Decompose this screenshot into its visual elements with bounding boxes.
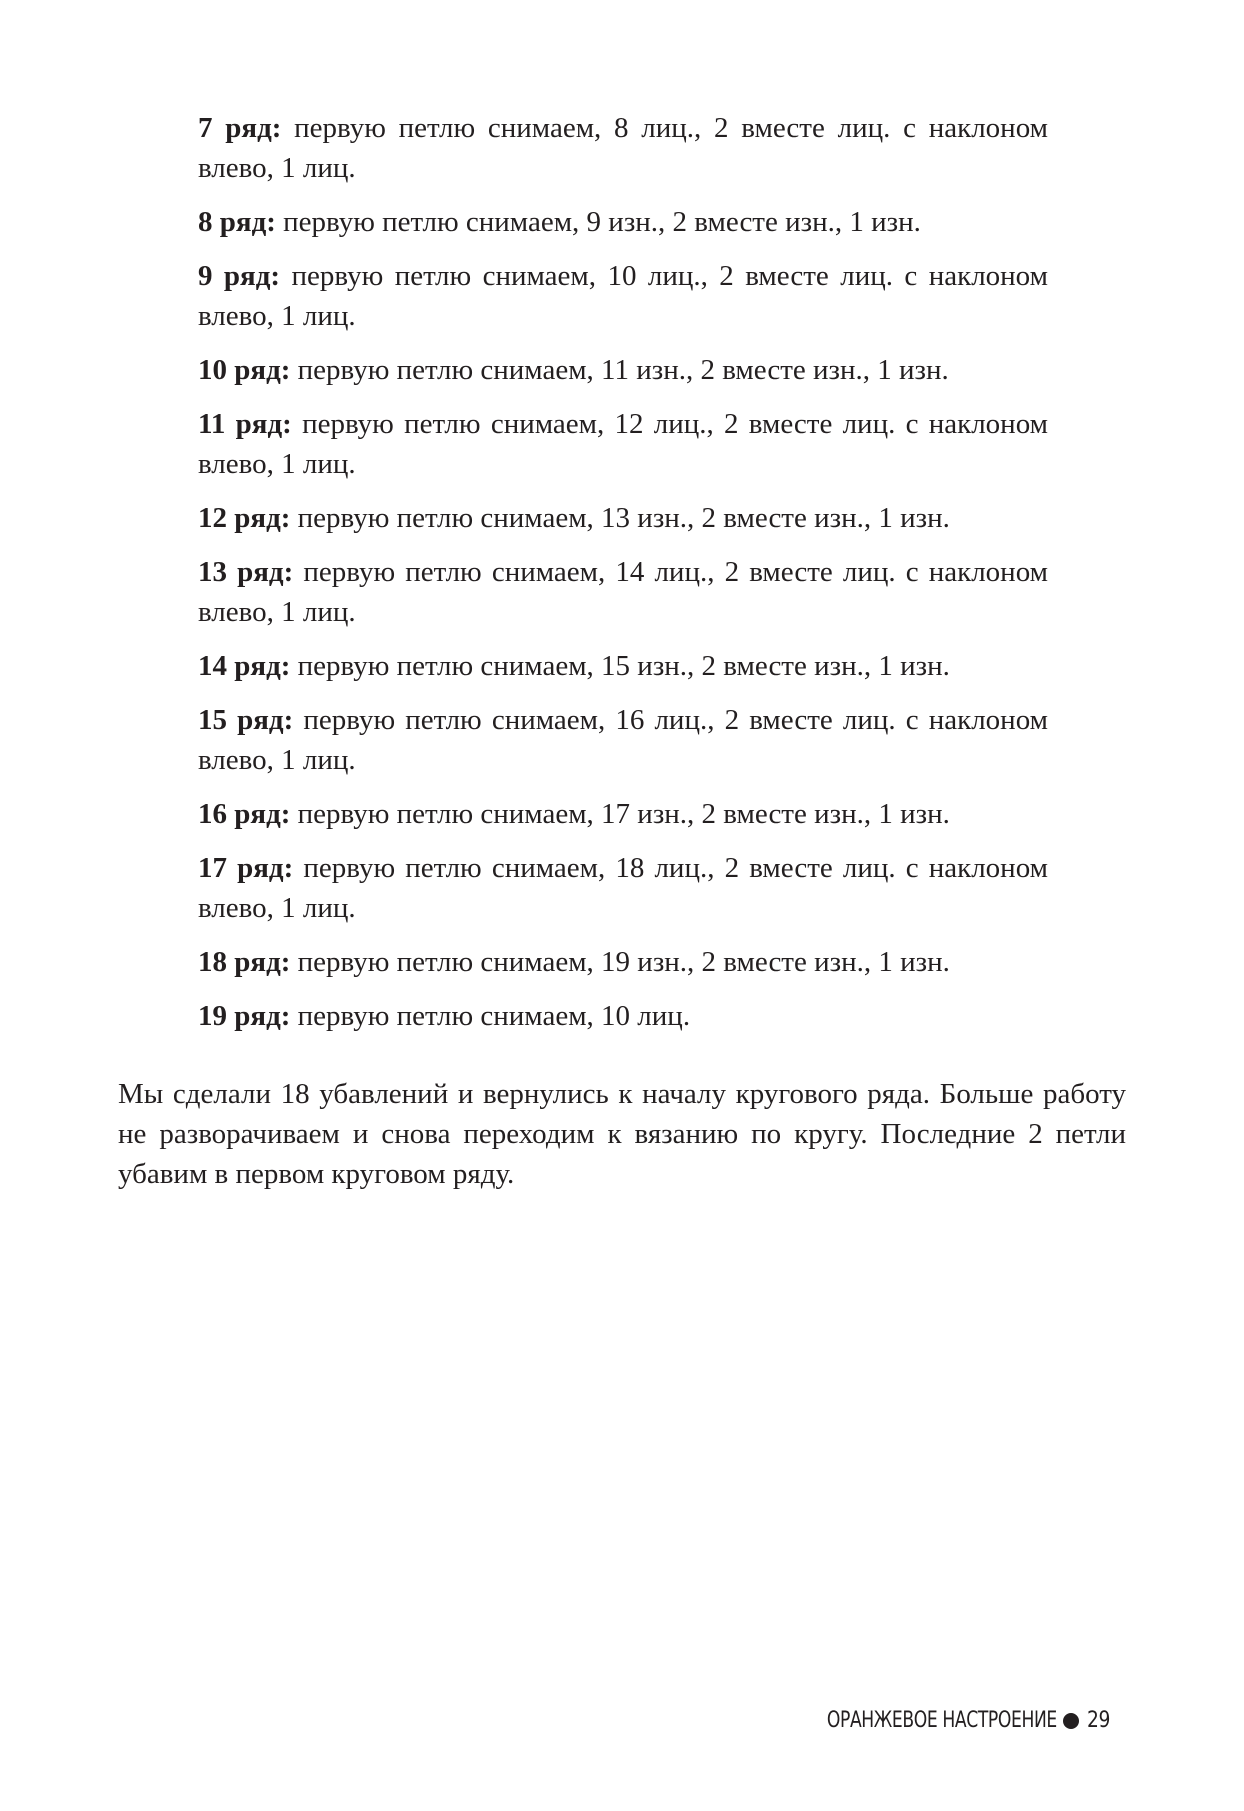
row-text: первую петлю снимаем, 11 изн., 2 вместе изн., 1 изн. bbox=[290, 354, 949, 386]
bullet-icon bbox=[1063, 1713, 1079, 1729]
row-text: первую петлю снимаем, 15 изн., 2 вместе изн., 1 изн. bbox=[290, 650, 950, 682]
row-text: первую петлю снимаем, 9 изн., 2 вместе изн., 1 изн. bbox=[275, 206, 921, 238]
row-text: первую петлю снимаем, 8 лиц., 2 вместе лиц. с наклоном влево, 1 лиц. bbox=[198, 112, 1048, 184]
row-label: 17 ряд: bbox=[198, 852, 294, 884]
row-instruction bbox=[198, 700, 1048, 780]
row-label: 9 ряд: bbox=[198, 260, 281, 292]
row-text: первую петлю снимаем, 14 лиц., 2 вместе лиц. с наклоном влево, 1 лиц. bbox=[198, 556, 1048, 628]
row-instruction bbox=[198, 848, 1048, 928]
row-label: 13 ряд: bbox=[198, 556, 294, 588]
row-label: 10 ряд: bbox=[198, 354, 291, 386]
row-text: первую петлю снимаем, 10 лиц. bbox=[290, 1000, 691, 1032]
row-text: первую петлю снимаем, 13 изн., 2 вместе изн., 1 изн. bbox=[290, 502, 950, 534]
row-label: 12 ряд: bbox=[198, 502, 291, 534]
row-instruction bbox=[198, 108, 1048, 188]
row-instruction bbox=[198, 552, 1048, 632]
row-label: 18 ряд: bbox=[198, 946, 291, 978]
book-title: ОРАНЖЕВОЕ НАСТРОЕНИЕ bbox=[827, 1708, 1057, 1733]
row-instruction bbox=[198, 202, 1048, 242]
row-label: 8 ряд: bbox=[198, 206, 276, 238]
row-instruction bbox=[198, 794, 1048, 834]
row-label: 19 ряд: bbox=[198, 1000, 291, 1032]
row-text: первую петлю снимаем, 19 изн., 2 вместе изн., 1 изн. bbox=[290, 946, 950, 978]
row-label: 16 ряд: bbox=[198, 798, 291, 830]
row-instruction bbox=[198, 646, 1048, 686]
row-instruction bbox=[198, 404, 1048, 484]
row-instruction bbox=[198, 498, 1048, 538]
row-instruction bbox=[198, 942, 1048, 982]
row-instruction bbox=[198, 256, 1048, 336]
row-text: первую петлю снимаем, 18 лиц., 2 вместе лиц. с наклоном влево, 1 лиц. bbox=[198, 852, 1048, 924]
row-label: 7 ряд: bbox=[198, 112, 282, 144]
row-text: первую петлю снимаем, 10 лиц., 2 вместе лиц. с наклоном влево, 1 лиц. bbox=[198, 260, 1048, 332]
row-text: первую петлю снимаем, 12 лиц., 2 вместе лиц. с наклоном влево, 1 лиц. bbox=[198, 408, 1049, 480]
knitting-rows bbox=[198, 108, 1048, 1050]
row-label: 14 ряд: bbox=[198, 650, 291, 682]
page-number: 29 bbox=[1087, 1708, 1110, 1733]
row-text: первую петлю снимаем, 17 изн., 2 вместе изн., 1 изн. bbox=[290, 798, 950, 830]
row-label: 11 ряд: bbox=[198, 408, 292, 440]
row-label: 15 ряд: bbox=[198, 704, 294, 736]
row-instruction bbox=[198, 350, 1048, 390]
running-footer bbox=[762, 1708, 1114, 1733]
row-instruction bbox=[198, 996, 1048, 1036]
row-text: первую петлю снимаем, 16 лиц., 2 вместе лиц. с наклоном влево, 1 лиц. bbox=[198, 704, 1048, 776]
summary-paragraph: Мы сделали 18 убавлений и вернулись к началу кругового ряда. Больше работу не разворачиваем и снова переходим к вязанию по кругу. Последние 2 петли убавим в первом круговом ряду. bbox=[118, 1078, 1126, 1190]
